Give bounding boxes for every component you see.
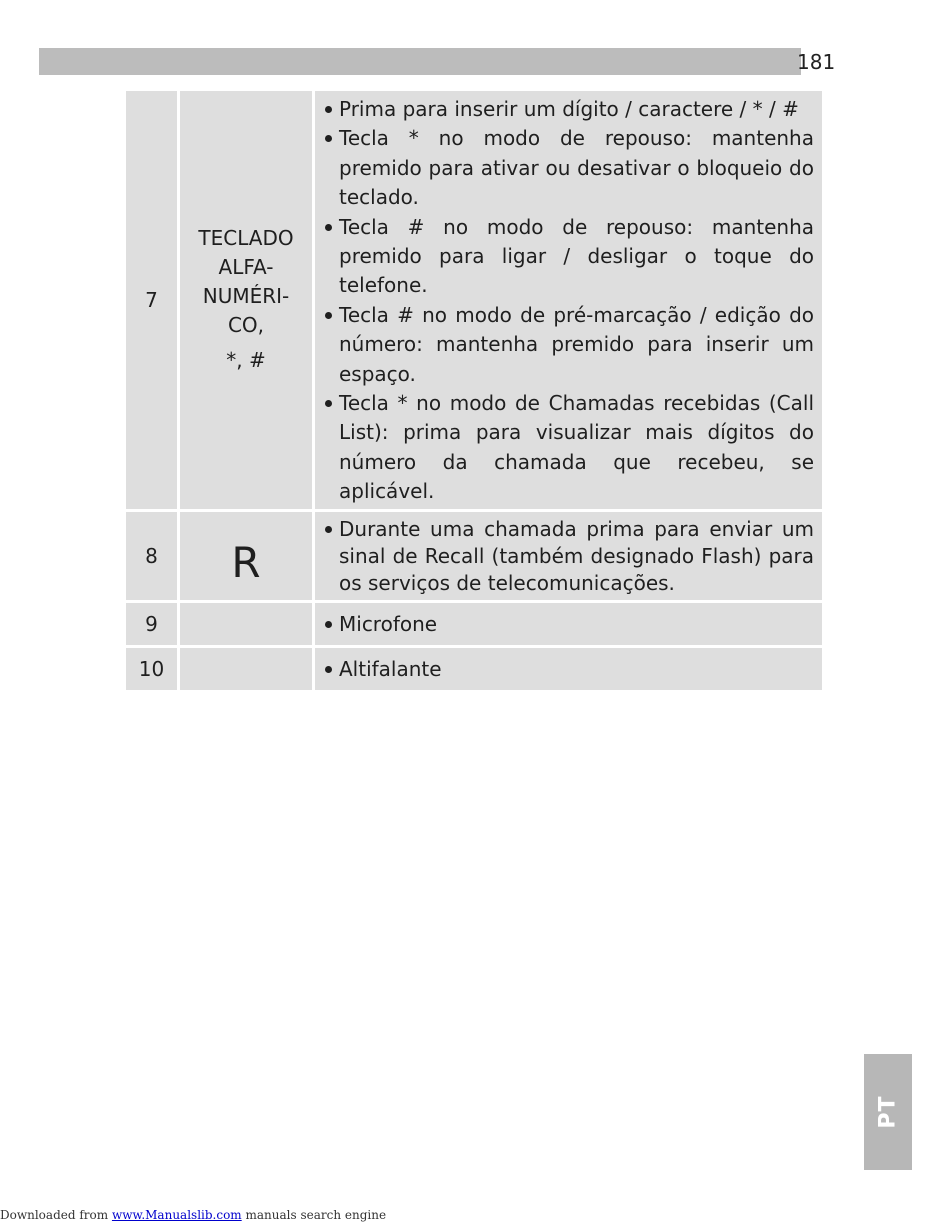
description xyxy=(315,91,822,509)
row-number: 9 xyxy=(126,603,177,645)
row-number: 10 xyxy=(126,648,177,690)
description-bullet: Tecla # no modo de pré-marcação / edição do número: mantenha premido para inserir um espaço. xyxy=(323,301,814,389)
table-row xyxy=(126,603,822,645)
key-name-line: NUMÉRI- xyxy=(202,284,290,309)
key-name xyxy=(180,603,312,645)
key-description-table xyxy=(123,88,825,693)
key-name-line: *, # xyxy=(226,348,266,373)
row-number: 7 xyxy=(126,91,177,509)
manualslib-link[interactable]: www.Manualslib.com xyxy=(111,1208,242,1222)
row-number: 8 xyxy=(126,512,177,600)
key-name xyxy=(180,512,312,600)
header-bar xyxy=(39,48,801,75)
download-footer xyxy=(0,1208,386,1222)
page-number: 181 xyxy=(797,50,836,74)
table-row xyxy=(126,91,822,509)
key-name-line: TECLADO xyxy=(198,226,294,251)
description xyxy=(315,603,822,645)
table-row xyxy=(126,648,822,690)
recall-key-symbol: R xyxy=(231,537,261,587)
table-row xyxy=(126,512,822,600)
key-name xyxy=(180,91,312,509)
key-name xyxy=(180,648,312,690)
footer-suffix: manuals search engine xyxy=(241,1208,387,1222)
description-bullet: Microfone xyxy=(323,610,814,639)
language-tab-label: PT xyxy=(875,1095,901,1129)
footer-prefix: Downloaded from xyxy=(0,1208,112,1222)
description-bullet: Tecla * no modo de repouso: mantenha premido para ativar ou desativar o bloqueio do teclado. xyxy=(323,124,814,212)
description-bullet: Durante uma chamada prima para enviar um sinal de Recall (também designado Flash) para os serviços de telecomunicações. xyxy=(323,516,814,597)
description-bullet: Tecla * no modo de Chamadas recebidas (Call List): prima para visualizar mais dígitos do número da chamada que recebeu, se aplicável. xyxy=(323,389,814,507)
language-tab xyxy=(864,1054,912,1170)
key-name-line: ALFA- xyxy=(218,255,274,280)
description xyxy=(315,512,822,600)
description-bullet: Altifalante xyxy=(323,655,814,684)
description-bullet: Tecla # no modo de repouso: mantenha premido para ligar / desligar o toque do telefone. xyxy=(323,213,814,301)
description xyxy=(315,648,822,690)
description-bullet: Prima para inserir um dígito / caractere / * / # xyxy=(323,95,814,124)
key-name-line: CO, xyxy=(227,313,265,338)
